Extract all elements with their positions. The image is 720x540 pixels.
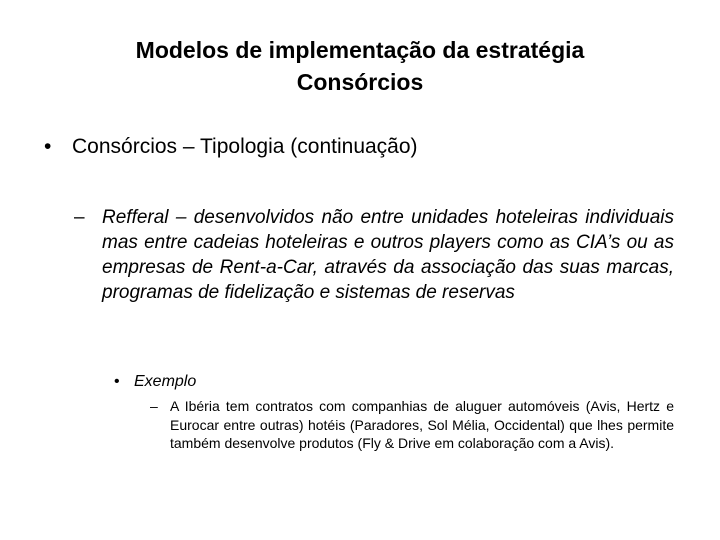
bullet-level-1-text: Consórcios – Tipologia (continuação) [72,135,418,158]
bullet-level-3 [114,371,314,393]
slide-title-line-2: Consórcios [296,69,424,95]
slide-title-line-1: Modelos de implementação da estratégia [135,37,585,63]
bullet-level-4 [150,397,674,453]
bullet-level-3-text: Exemplo [134,373,197,390]
dash-bullet-icon: – [150,398,158,414]
bullet-level-2 [74,205,674,305]
bullet-level-1 [44,133,664,161]
slide-title [60,34,660,98]
dash-bullet-icon: – [74,207,85,228]
bullet-level-4-text: A Ibéria tem contratos com companhias de aluguer automóveis (Avis, Hertz e Eurocar entre outras) hotéis (Paradores, Sol Mélia, Occidental) que lhes permite também desenvolve produtos (Fly & Drive em colaboração com a Avis). [170,398,674,451]
bullet-level-2-text: Refferal – desenvolvidos não entre unidades hoteleiras individuais mas entre cadeias hoteleiras e outros players como as CIA’s ou as empresas de Rent-a-Car, através da associação das suas marcas, programas de fidelização e sistemas de reservas [102,207,674,303]
bullet-dot-icon: • [114,373,120,390]
bullet-dot-icon: • [44,135,52,158]
